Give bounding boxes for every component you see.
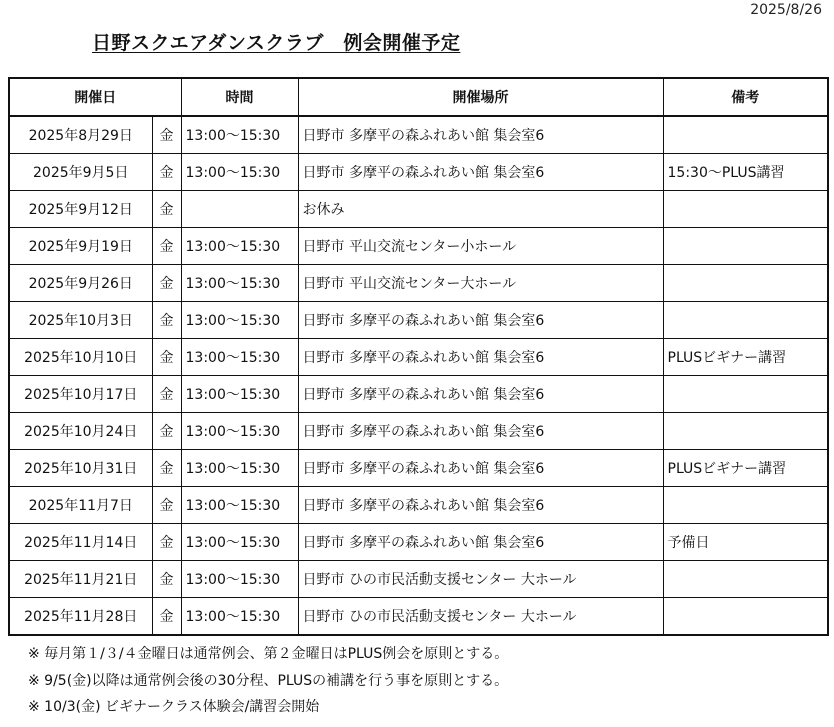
table-row bbox=[9, 598, 828, 636]
cell-day: 金 bbox=[152, 413, 181, 450]
table-header-row bbox=[9, 78, 828, 116]
header-note: 備考 bbox=[663, 78, 828, 116]
note-line: ※ 毎月第１/３/４金曜日は通常例会、第２金曜日はPLUS例会を原則とする。 bbox=[28, 646, 509, 662]
document-date: 2025/8/26 bbox=[750, 2, 822, 18]
table-row bbox=[9, 116, 828, 154]
cell-note bbox=[663, 413, 828, 450]
cell-place: 日野市 ひの市民活動支援センター 大ホール bbox=[298, 561, 663, 598]
cell-note bbox=[663, 376, 828, 413]
cell-note: PLUSビギナー講習 bbox=[663, 450, 828, 487]
cell-note: 15:30～PLUS講習 bbox=[663, 154, 828, 191]
cell-note bbox=[663, 302, 828, 339]
cell-place: 日野市 多摩平の森ふれあい館 集会室6 bbox=[298, 154, 663, 191]
table-row bbox=[9, 265, 828, 302]
cell-date: 2025年11月14日 bbox=[9, 524, 152, 561]
cell-date: 2025年9月26日 bbox=[9, 265, 152, 302]
cell-time: 13:00～15:30 bbox=[181, 339, 298, 376]
cell-time: 13:00～15:30 bbox=[181, 302, 298, 339]
cell-day: 金 bbox=[152, 154, 181, 191]
cell-date: 2025年10月3日 bbox=[9, 302, 152, 339]
schedule-body bbox=[9, 116, 828, 635]
table-row bbox=[9, 339, 828, 376]
cell-date: 2025年10月10日 bbox=[9, 339, 152, 376]
cell-note bbox=[663, 487, 828, 524]
cell-date: 2025年11月7日 bbox=[9, 487, 152, 524]
cell-time: 13:00～15:30 bbox=[181, 265, 298, 302]
cell-time: 13:00～15:30 bbox=[181, 154, 298, 191]
cell-date: 2025年9月12日 bbox=[9, 191, 152, 228]
cell-time: 13:00～15:30 bbox=[181, 228, 298, 265]
cell-note: 予備日 bbox=[663, 524, 828, 561]
page-title: 日野スクエアダンスクラブ 例会開催予定 bbox=[92, 32, 461, 54]
cell-note: PLUSビギナー講習 bbox=[663, 339, 828, 376]
cell-day: 金 bbox=[152, 339, 181, 376]
cell-time: 13:00～15:30 bbox=[181, 524, 298, 561]
cell-place: 日野市 多摩平の森ふれあい館 集会室6 bbox=[298, 339, 663, 376]
cell-place: 日野市 多摩平の森ふれあい館 集会室6 bbox=[298, 524, 663, 561]
cell-place: 日野市 多摩平の森ふれあい館 集会室6 bbox=[298, 413, 663, 450]
note-line: ※ 10/3(金) ビギナークラス体験会/講習会開始 bbox=[28, 699, 320, 715]
cell-place: 日野市 多摩平の森ふれあい館 集会室6 bbox=[298, 487, 663, 524]
header-place: 開催場所 bbox=[298, 78, 663, 116]
cell-day: 金 bbox=[152, 598, 181, 636]
cell-note bbox=[663, 598, 828, 636]
cell-date: 2025年11月28日 bbox=[9, 598, 152, 636]
schedule-table bbox=[8, 77, 829, 636]
cell-note bbox=[663, 191, 828, 228]
table-row bbox=[9, 524, 828, 561]
cell-date: 2025年10月17日 bbox=[9, 376, 152, 413]
table-row bbox=[9, 376, 828, 413]
cell-date: 2025年10月24日 bbox=[9, 413, 152, 450]
cell-time: 13:00～15:30 bbox=[181, 413, 298, 450]
cell-date: 2025年10月31日 bbox=[9, 450, 152, 487]
notes-section bbox=[28, 641, 508, 721]
cell-day: 金 bbox=[152, 191, 181, 228]
cell-date: 2025年8月29日 bbox=[9, 116, 152, 154]
cell-day: 金 bbox=[152, 487, 181, 524]
cell-place: 日野市 平山交流センター大ホール bbox=[298, 265, 663, 302]
cell-day: 金 bbox=[152, 376, 181, 413]
header-time: 時間 bbox=[181, 78, 298, 116]
cell-note bbox=[663, 228, 828, 265]
cell-day: 金 bbox=[152, 228, 181, 265]
cell-time bbox=[181, 191, 298, 228]
table-row bbox=[9, 302, 828, 339]
cell-day: 金 bbox=[152, 450, 181, 487]
cell-date: 2025年11月21日 bbox=[9, 561, 152, 598]
cell-note bbox=[663, 265, 828, 302]
cell-day: 金 bbox=[152, 524, 181, 561]
cell-time: 13:00～15:30 bbox=[181, 116, 298, 154]
cell-place: お休み bbox=[298, 191, 663, 228]
cell-time: 13:00～15:30 bbox=[181, 487, 298, 524]
table-row bbox=[9, 413, 828, 450]
cell-place: 日野市 多摩平の森ふれあい館 集会室6 bbox=[298, 376, 663, 413]
cell-day: 金 bbox=[152, 561, 181, 598]
note-line: ※ 9/5(金)以降は通常例会後の30分程、PLUSの補講を行う事を原則とする。 bbox=[28, 672, 509, 689]
table-row bbox=[9, 561, 828, 598]
cell-place: 日野市 平山交流センター小ホール bbox=[298, 228, 663, 265]
cell-time: 13:00～15:30 bbox=[181, 450, 298, 487]
table-row bbox=[9, 487, 828, 524]
cell-time: 13:00～15:30 bbox=[181, 561, 298, 598]
header-date: 開催日 bbox=[9, 78, 181, 116]
cell-place: 日野市 ひの市民活動支援センター 大ホール bbox=[298, 598, 663, 636]
cell-place: 日野市 多摩平の森ふれあい館 集会室6 bbox=[298, 450, 663, 487]
table-row bbox=[9, 191, 828, 228]
cell-date: 2025年9月19日 bbox=[9, 228, 152, 265]
cell-day: 金 bbox=[152, 302, 181, 339]
cell-day: 金 bbox=[152, 265, 181, 302]
cell-note bbox=[663, 561, 828, 598]
cell-date: 2025年9月5日 bbox=[9, 154, 152, 191]
cell-place: 日野市 多摩平の森ふれあい館 集会室6 bbox=[298, 116, 663, 154]
cell-place: 日野市 多摩平の森ふれあい館 集会室6 bbox=[298, 302, 663, 339]
cell-time: 13:00～15:30 bbox=[181, 598, 298, 636]
cell-day: 金 bbox=[152, 116, 181, 154]
table-row bbox=[9, 154, 828, 191]
cell-time: 13:00～15:30 bbox=[181, 376, 298, 413]
cell-note bbox=[663, 116, 828, 154]
table-row bbox=[9, 450, 828, 487]
table-row bbox=[9, 228, 828, 265]
